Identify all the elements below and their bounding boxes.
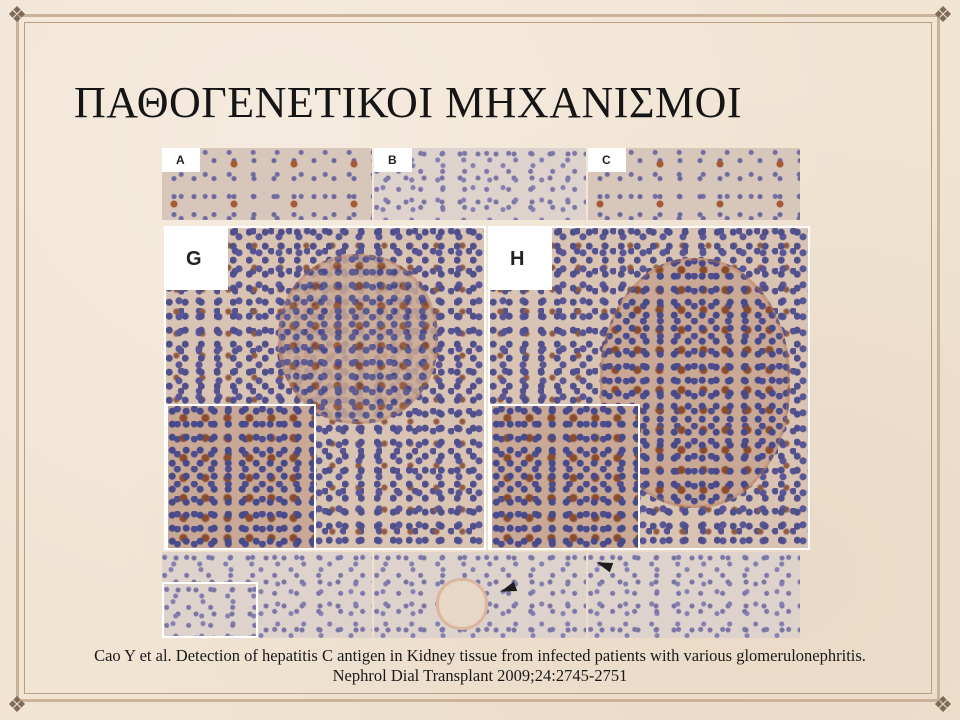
- panel-g-inset: [166, 404, 316, 550]
- citation-line-2: Nephrol Dial Transplant 2009;24:2745-2751: [332, 666, 628, 685]
- panel-a-image: [162, 148, 372, 220]
- panel-g-image: [164, 226, 486, 550]
- panel-h-image: [488, 226, 810, 550]
- panel-c-label: C: [588, 148, 626, 172]
- panel-bottom-left-image: [162, 552, 372, 638]
- panel-h-label: H: [490, 228, 552, 290]
- figure-citation: [60, 646, 900, 686]
- panel-b-image: [374, 148, 586, 220]
- panel-bottom-right-image: [588, 552, 800, 638]
- panel-b-label: B: [374, 148, 412, 172]
- vessel-region: [436, 578, 488, 630]
- panel-h-inset: [490, 404, 640, 550]
- arrowhead-marker-icon: [595, 558, 613, 573]
- panel-bottom-left-inset: [162, 582, 258, 638]
- corner-ornament-icon: ❖: [933, 692, 953, 717]
- corner-ornament-icon: ❖: [933, 2, 953, 27]
- panel-c-image: [588, 148, 800, 220]
- glomerulus-region: [278, 254, 438, 424]
- panel-a-label: A: [162, 148, 200, 172]
- panel-bottom-middle-image: [374, 552, 586, 638]
- corner-ornament-icon: ❖: [7, 692, 27, 717]
- arrowhead-marker-icon: [499, 582, 517, 597]
- corner-ornament-icon: ❖: [7, 2, 27, 27]
- histology-figure: [162, 148, 810, 638]
- panel-g-label: G: [166, 228, 228, 290]
- slide-title: ΠΑΘΟΓΕΝΕΤΙΚΟΙ ΜΗΧΑΝΙΣΜΟΙ: [74, 78, 743, 127]
- citation-line-1: Cao Y et al. Detection of hepatitis C antigen in Kidney tissue from infected patients with various glomerulonephritis.: [94, 646, 866, 665]
